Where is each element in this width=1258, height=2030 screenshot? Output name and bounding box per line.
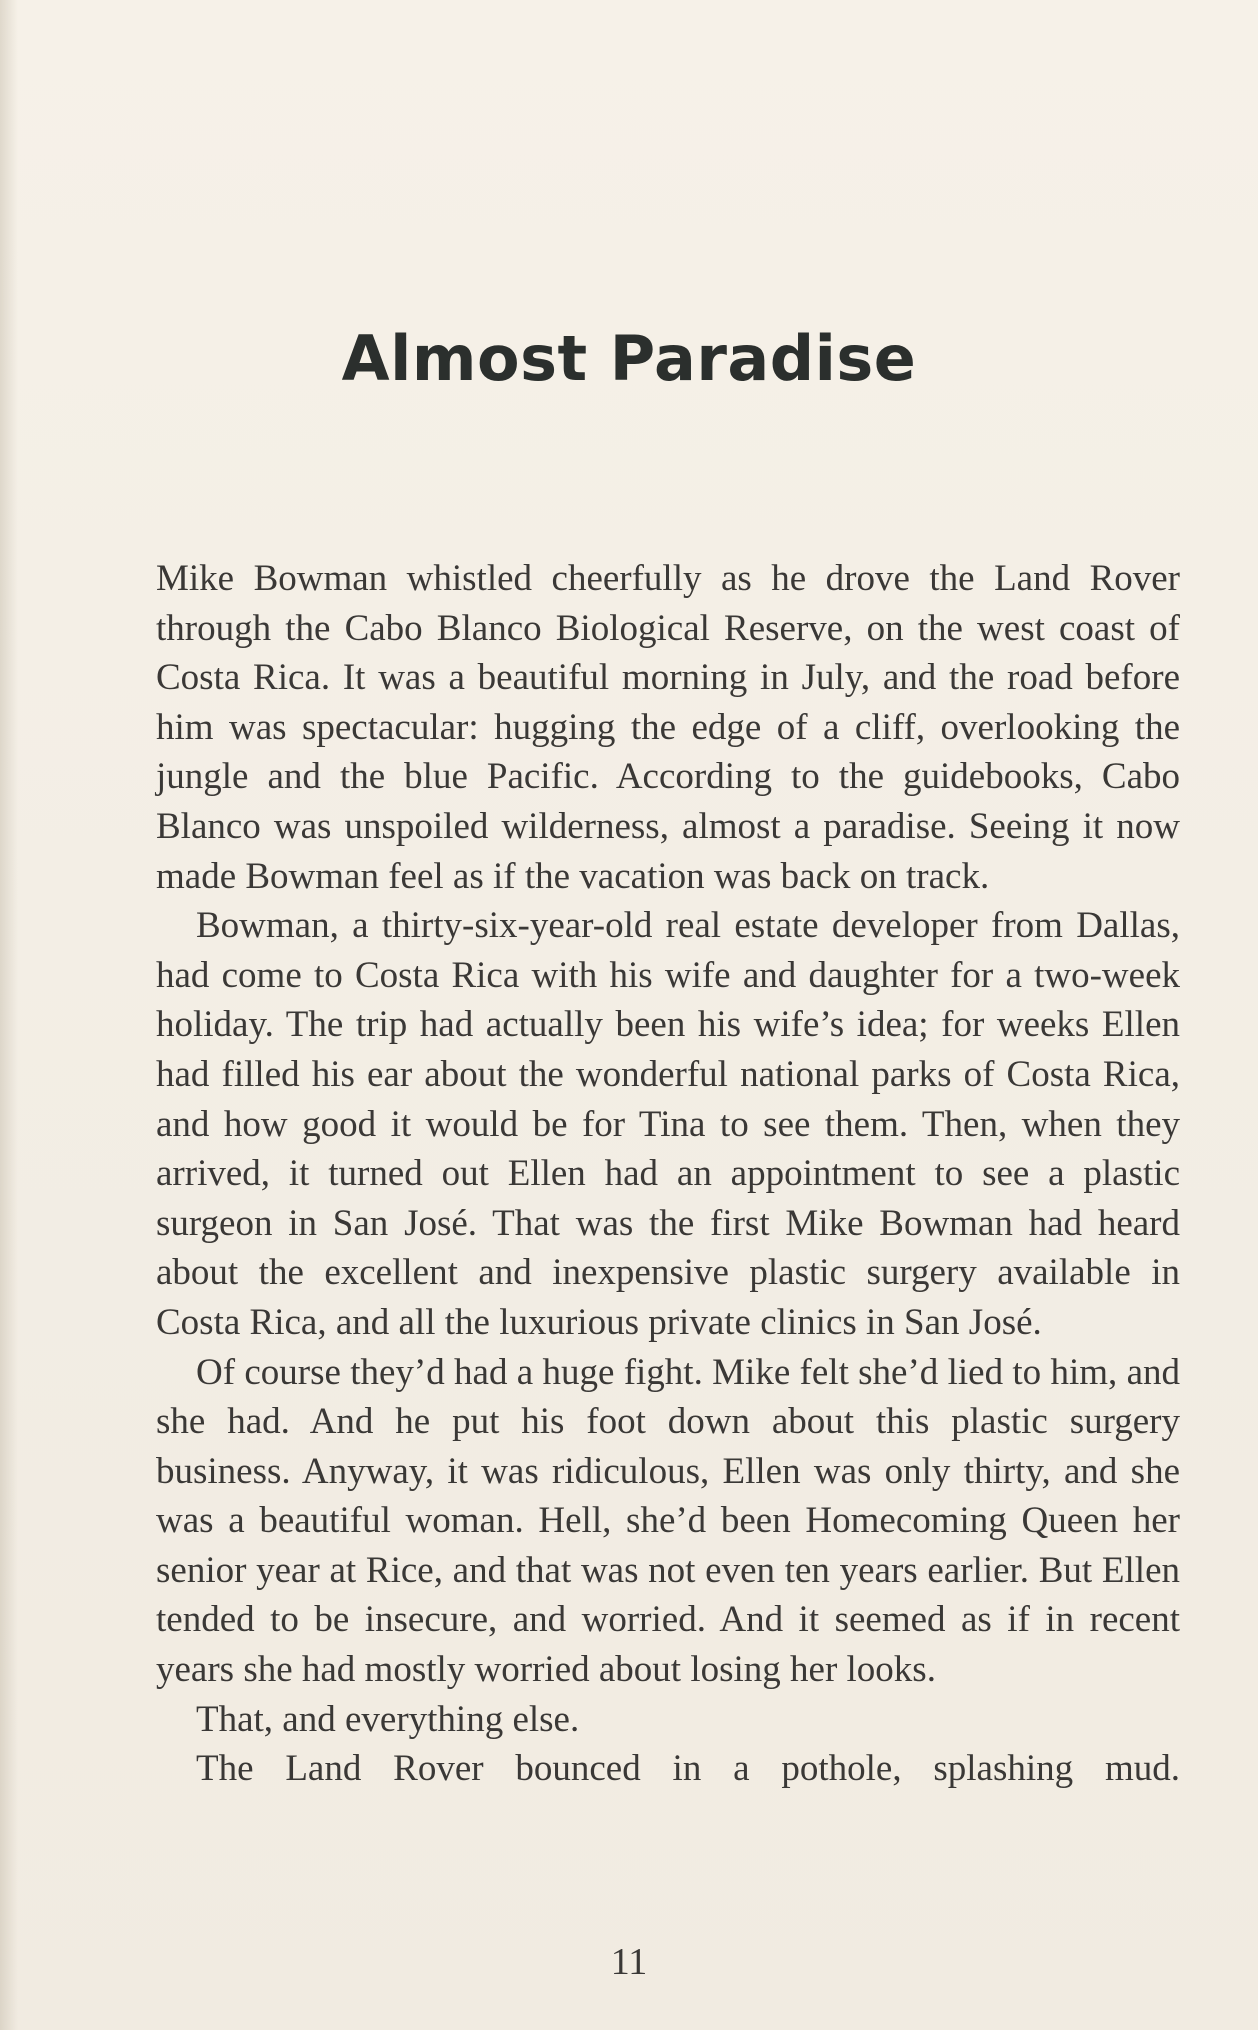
body-text [156, 554, 1180, 1794]
page-number: 11 [610, 1941, 648, 1983]
page-edge-shadow [0, 0, 18, 2030]
paragraph-1: Mike Bowman whistled cheerfully as he drove the Land Rover through the Cabo Blanco Biological Reserve, on the west coast of Costa Rica. It was a beautiful morning in July, and the road before him was spectacular: hugging the edge of a cliff, overlooking the jungle and the blue Pacific. According to the guidebooks, Cabo Blanco was unspoiled wilderness, almost a paradise. Seeing it now made Bowman feel as if the vacation was back on track. [156, 558, 1180, 897]
paragraph-2: Bowman, a thirty-six-year-old real estate developer from Dallas, had come to Costa Rica with his wife and daughter for a two-week holiday. The trip had actually been his wife’s idea; for weeks Ellen had filled his ear about the wonderful national parks of Costa Rica, and how good it would be for Tina to see them. Then, when they arrived, it turned out Ellen had an appointment to see a plastic surgeon in San José. That was the first Mike Bowman had heard about the excellent and inexpensive plastic surgery available in Costa Rica, and all the luxurious private clinics in San José. [156, 905, 1180, 1343]
paragraph-4: That, and everything else. [196, 1698, 580, 1740]
chapter-title: Almost Paradise [341, 322, 917, 395]
paragraph-3: Of course they’d had a huge fight. Mike felt she’d lied to him, and she had. And he put his foot down about this plastic surgery business. Anyway, it was ridiculous, Ellen was only thirty, and she was a beautiful woman. Hell, she’d been Homecoming Queen her senior year at Rice, and that was not even ten years earlier. But Ellen tended to be insecure, and worried. And it seemed as if in recent years she had mostly worried about losing her looks. [156, 1351, 1180, 1691]
paragraph-5: The Land Rover bounced in a pothole, splashing mud. [196, 1748, 1180, 1790]
